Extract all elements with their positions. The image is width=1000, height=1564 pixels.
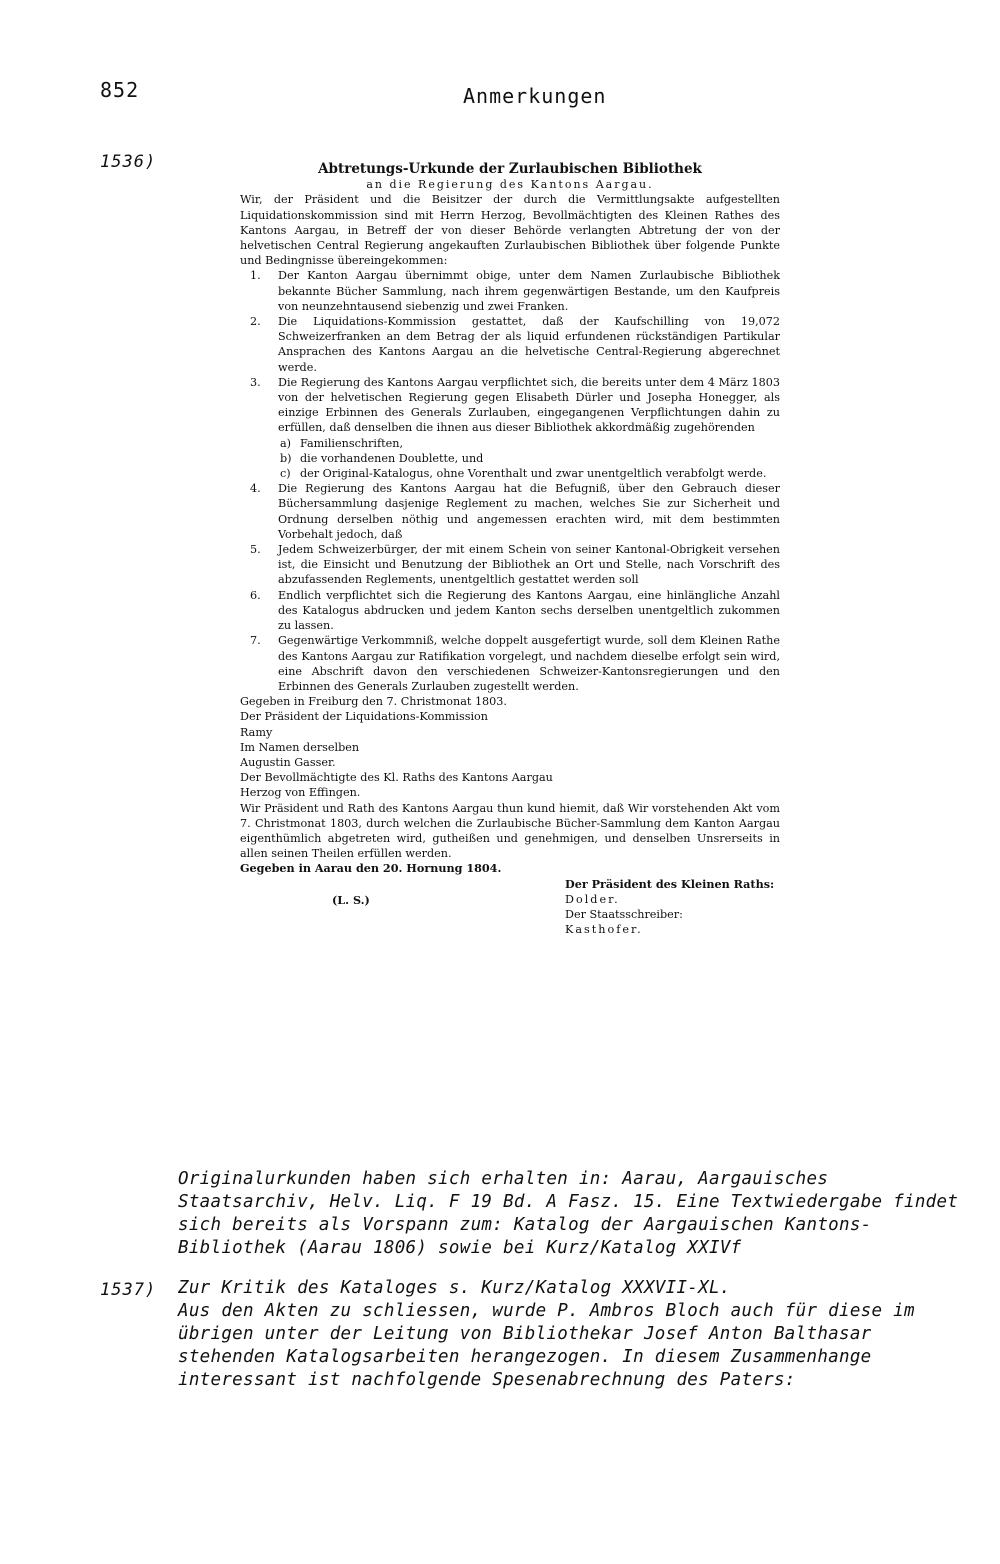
commentary-first-line: Zur Kritik des Kataloges s. Kurz/Katalog XXXVII-XL. [178, 1278, 731, 1298]
article-item [250, 481, 780, 542]
sub-item [280, 466, 780, 481]
sub-item-letter: b) [280, 451, 292, 465]
article-number: 3. [250, 375, 261, 389]
article-item [250, 542, 780, 588]
article-item [250, 268, 780, 314]
document-subtitle: an die Regierung des Kantons Aargau. [366, 178, 654, 192]
commentary-text: Originalurkunden haben sich erhalten in: Aarau, Aargauisches Staatsarchiv, Helv. Liq. F 19 Bd. A Fasz. 15. Eine Textwiedergabe findet sich bereits als Vorspann zum: Katalog der Aargauischen Kantons-Bibliothek (Aarau 1806) sowie bei Kurz/Katalog XXIVf [178, 1169, 959, 1258]
sub-list [280, 436, 780, 482]
sub-item-letter: a) [280, 436, 292, 450]
signature-line: Herzog von Effingen. [240, 786, 361, 800]
sub-item [280, 451, 780, 466]
commentary-1536 [178, 1168, 968, 1260]
article-item [250, 633, 780, 694]
ratification-declaration: Wir Präsident und Rath des Kantons Aargau thun kund hiemit, daß Wir vorstehenden Akt vom 7. Christmonat 1803, durch welchen die Zurlaubische Bücher-Sammlung dem Kanton Aargau eigenthümlich abgetreten wird, gutheißen und genehmigen, und denselben Unsrerseits in allen seinen Theilen erfüllen werden. [240, 801, 780, 861]
article-text: Gegenwärtige Verkommniß, welche doppelt ausgefertigt wurde, soll dem Kleinen Rathe des Kantons Aargau zur Ratifikation vorgelegt, und nachdem dieselbe erfolgt sein wird, eine Abschrift davon den verschiedenen Schweizer-Kantonsregierungen und den Erbinnen des Generals Zurlauben zugestellt werden. [278, 634, 780, 693]
article-number: 2. [250, 315, 261, 329]
sub-item-text: Familienschriften, [300, 436, 403, 450]
sub-item-text: die vorhandenen Doublette, und [300, 451, 484, 465]
dated-aarau: Gegeben in Aarau den 20. Hornung 1804. [240, 861, 502, 876]
seal-and-signatures [240, 877, 780, 967]
article-item [250, 588, 780, 634]
article-text: Die Liquidations-Kommission gestattet, daß der Kaufschilling von 19,072 Schweizerfranken an dem Betrag der als liquid erfundenen rückständigen Partikular Ansprachen des Kantons Aargau an die helvetische Central-Regierung abgerechnet werde. [278, 315, 780, 374]
signature-line: Dolder. [565, 892, 620, 906]
document-scan [240, 162, 780, 967]
article-text: Die Regierung des Kantons Aargau hat die Befugniß, über den Gebrauch dieser Büchersammlung dasjenige Reglement zu machen, welches Sie zur Sicherheit und Ordnung derselben nöthig und angemessen erachten wird, mit dem bestimmten Vorbehalt jedoch, daß [278, 482, 780, 541]
signature-line: Augustin Gasser. [240, 755, 336, 769]
dated-freiburg: Gegeben in Freiburg den 7. Christmonat 1803. [240, 695, 507, 709]
sub-item-letter: c) [280, 467, 291, 481]
page-number: 852 [100, 78, 140, 102]
article-text: Die Regierung des Kantons Aargau verpflichtet sich, die bereits unter dem 4 März 1803 von der helvetischen Regierung gegen Elisabeth Dürler und Josepha Honegger, als einzige Erbinnen des Generals Zurlauben, eingegangenen Verpflichtungen dahin zu erfüllen, daß denselben die ihnen aus dieser Bibliothek akkordmäßig zugehörenden [278, 375, 780, 435]
article-number: 1. [250, 269, 261, 283]
article-list [250, 268, 780, 694]
running-head: Anmerkungen [463, 84, 607, 108]
article-text: Jedem Schweizerbürger, der mit einem Schein von seiner Kantonal-Obrigkeit versehen ist, die Einsicht und Benutzung der Bibliothek an Ort und Stelle, nach Vorschrift des abzufassenden Reglements, unentgeltlich gestattet werden soll [278, 543, 780, 587]
note-number-1536: 1536) [100, 152, 157, 172]
article-number: 4. [250, 482, 261, 496]
signature-line: Der Präsident der Liquidations-Kommission [240, 710, 488, 724]
sub-item-text: der Original-Katalogus, ohne Vorenthalt und zwar unentgeltlich verabfolgt werde. [300, 467, 767, 481]
article-number: 7. [250, 634, 261, 648]
document-title: Abtretungs-Urkunde der Zurlaubischen Bibliothek [318, 161, 702, 177]
signature-line: Der Bevollmächtigte des Kl. Raths des Kantons Aargau [240, 771, 553, 785]
article-number: 5. [250, 543, 261, 557]
article-item [250, 375, 780, 436]
signature-line: Im Namen derselben [240, 740, 360, 754]
closing-signature-block [565, 877, 805, 938]
commentary-text: Aus den Akten zu schliessen, wurde P. Ambros Bloch auch für diese im übrigen unter der Leitung von Bibliothekar Josef Anton Balthasar stehenden Katalogsarbeiten herangezogen. In diesem Zusammenhange interessant ist nachfolgende Spesenabrechnung des Paters: [178, 1301, 915, 1390]
article-text: Der Kanton Aargau übernimmt obige, unter dem Namen Zurlaubische Bibliothek bekannte Bücher Sammlung, nach ihrem gegenwärtigen Bestande, um den Kaufpreis von neunzehntausend siebenzig und zwei Franken. [278, 269, 780, 313]
commentary-1537 [178, 1277, 968, 1392]
article-item [250, 314, 780, 375]
document-intro: Wir, der Präsident und die Beisitzer der durch die Vermittlungsakte aufgestellten Liquidationskommission sind mit Herrn Herzog, Bevollmächtigten des Kleinen Rathes des Kantons Aargau, in Betreff der von dieser Behörde verlangten Abtretung der von der helvetischen Central Regierung angekauften Zurlaubischen Bibliothek über folgende Punkte und Bedingnisse übereingekommen: [240, 193, 780, 268]
article-number: 6. [250, 588, 261, 602]
sub-item [280, 436, 780, 451]
signature-line: Der Staatsschreiber: [565, 907, 683, 921]
signature-line: Ramy [240, 725, 273, 739]
article-text: Endlich verpflichtet sich die Regierung des Kantons Aargau, eine hinlängliche Anzahl des Katalogus abdrucken und jedem Kanton sechs derselben unentgeltlich zukommen zu lassen. [278, 588, 780, 633]
signature-line: Kasthofer. [565, 923, 643, 937]
seal-mark: (L. S.) [332, 892, 370, 907]
note-number-1537: 1537) [100, 1280, 157, 1300]
signature-line: Der Präsident des Kleinen Raths: [565, 876, 775, 891]
